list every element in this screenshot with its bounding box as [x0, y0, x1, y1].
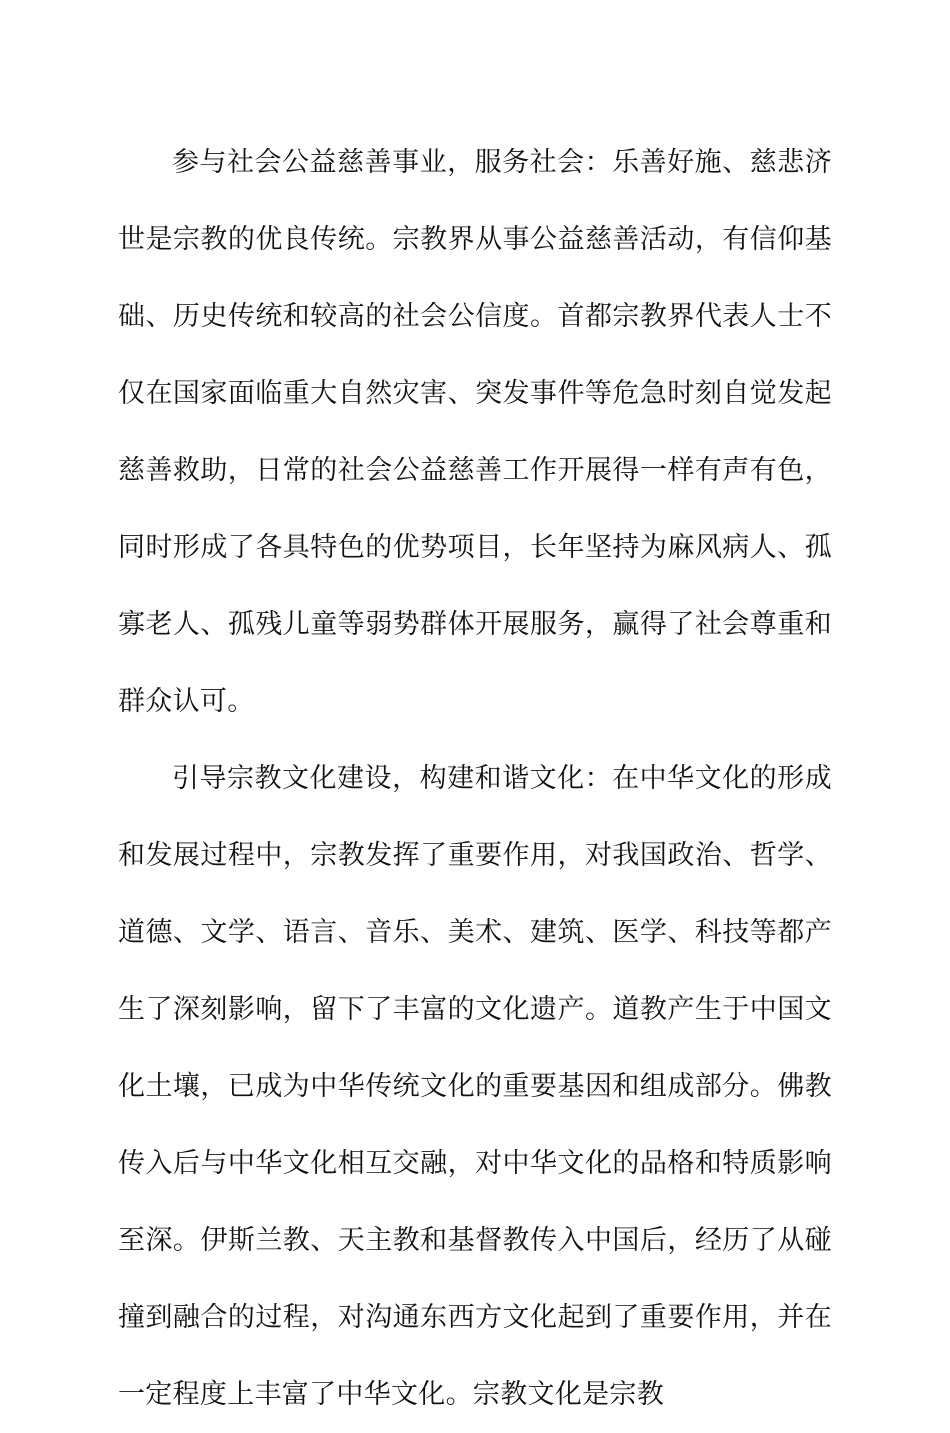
paragraph-public-welfare: 参与社会公益慈善事业，服务社会：乐善好施、慈悲济世是宗教的优良传统。宗教界从事公益慈善活动，有信仰基础、历史传统和较高的社会公信度。首都宗教界代表人士不仅在国家面临重大自然灾害、突发事件等危急时刻自觉发起慈善救助，日常的社会公益慈善工作开展得一样有声有色，同时形成了各具特色的优势项目，长年坚持为麻风病人、孤寡老人、孤残儿童等弱势群体开展服务，赢得了社会尊重和群众认可。: [118, 147, 832, 717]
document-body: [118, 124, 832, 1433]
paragraph-religious-culture: 引导宗教文化建设，构建和谐文化：在中华文化的形成和发展过程中，宗教发挥了重要作用，对我国政治、哲学、道德、文学、语言、音乐、美术、建筑、医学、科技等都产生了深刻影响，留下了丰富的文化遗产。道教产生于中国文化土壤，已成为中华传统文化的重要基因和组成部分。佛教传入后与中华文化相互交融，对中华文化的品格和特质影响至深。伊斯兰教、天主教和基督教传入中国后，经历了从碰撞到融合的过程，对沟通东西方文化起到了重要作用，并在一定程度上丰富了中华文化。宗教文化是宗教: [118, 763, 832, 1410]
